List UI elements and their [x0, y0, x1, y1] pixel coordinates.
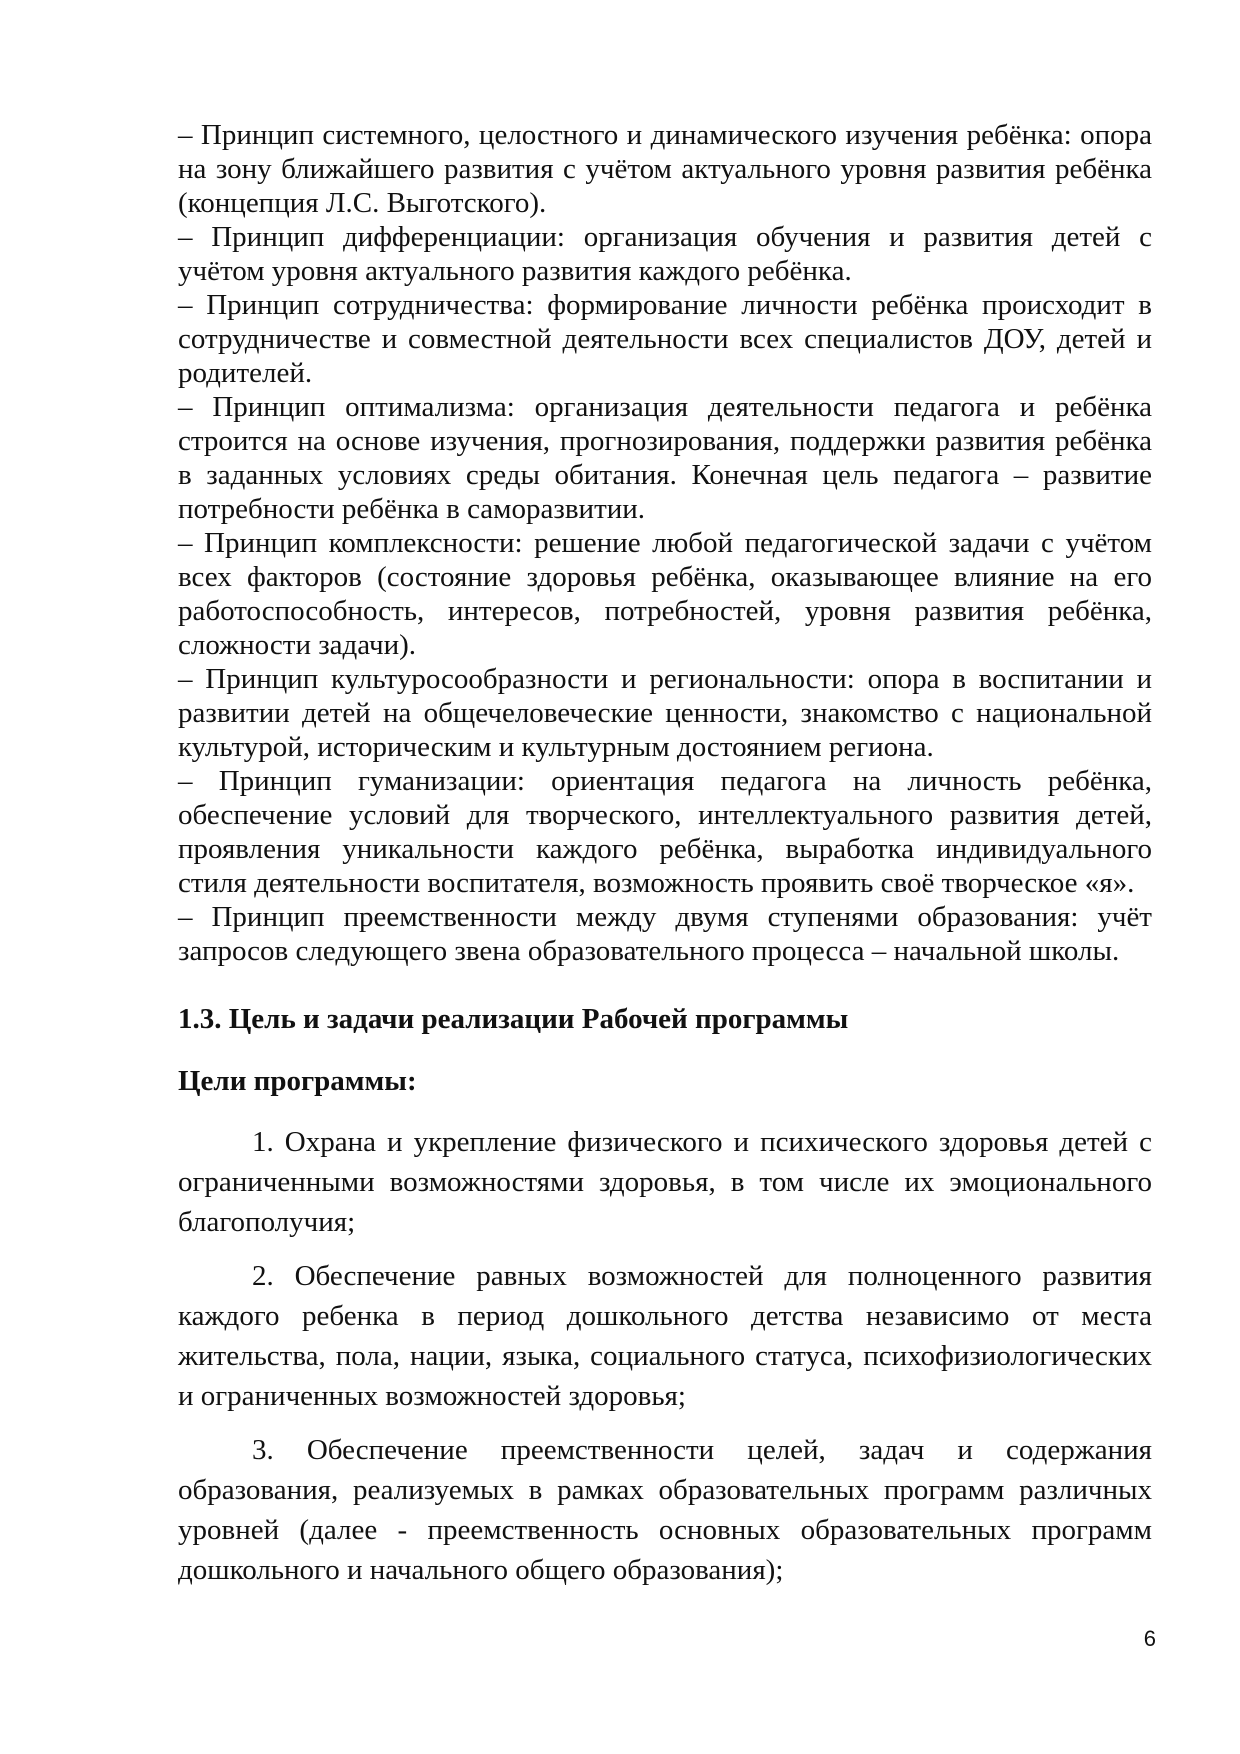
principle-item: – Принцип сотрудничества: формирование личности ребёнка происходит в сотрудничестве и совместной деятельности всех специалистов ДОУ, детей и родителей.: [178, 289, 1152, 389]
goal-item: 3. Обеспечение преемственности целей, задач и содержания образования, реализуемых в рамках образовательных программ различных уровней (далее - преемственность основных образовательных программ дошкольного и начального общего образования);: [178, 1434, 1152, 1586]
principles-list: [178, 118, 1152, 968]
goals-heading: Цели программы:: [178, 1065, 417, 1097]
page-content: [178, 118, 1152, 1590]
principle-item: – Принцип оптимализма: организация деятельности педагога и ребёнка строится на основе изучения, прогнозирования, поддержки развития ребёнка в заданных условиях среды обитания. Конечная цель педагога – развитие потребности ребёнка в саморазвитии.: [178, 391, 1152, 525]
principle-item: – Принцип преемственности между двумя ступенями образования: учёт запросов следующего звена образовательного процесса – начальной школы.: [178, 901, 1152, 967]
goal-item: 1. Охрана и укрепление физического и психического здоровья детей с ограниченными возможностями здоровья, в том числе их эмоционального благополучия;: [178, 1126, 1152, 1238]
goals-list: [178, 1122, 1152, 1590]
goal-item: 2. Обеспечение равных возможностей для полноценного развития каждого ребенка в период дошкольного детства независимо от места жительства, пола, нации, языка, социального статуса, психофизиологических и ограниченных возможностей здоровья;: [178, 1260, 1152, 1412]
principle-item: – Принцип комплексности: решение любой педагогической задачи с учётом всех факторов (состояние здоровья ребёнка, оказывающее влияние на его работоспособность, интересов, потребностей, уровня развития ребёнка, сложности задачи).: [178, 527, 1152, 661]
principle-item: – Принцип дифференциации: организация обучения и развития детей с учётом уровня актуального развития каждого ребёнка.: [178, 221, 1152, 287]
principle-item: – Принцип системного, целостного и динамического изучения ребёнка: опора на зону ближайшего развития с учётом актуального уровня развития ребёнка (концепция Л.С. Выготского).: [178, 119, 1152, 219]
page-number: 6: [1143, 1626, 1156, 1651]
section-heading: 1.3. Цель и задачи реализации Рабочей программы: [178, 1003, 849, 1035]
principle-item: – Принцип гуманизации: ориентация педагога на личность ребёнка, обеспечение условий для творческого, интеллектуального развития детей, проявления уникальности каждого ребёнка, выработка индивидуального стиля деятельности воспитателя, возможность проявить своё творческое «я».: [178, 765, 1152, 899]
principle-item: – Принцип культуросообразности и региональности: опора в воспитании и развитии детей на общечеловеческие ценности, знакомство с национальной культурой, историческим и культурным достоянием региона.: [178, 663, 1152, 763]
